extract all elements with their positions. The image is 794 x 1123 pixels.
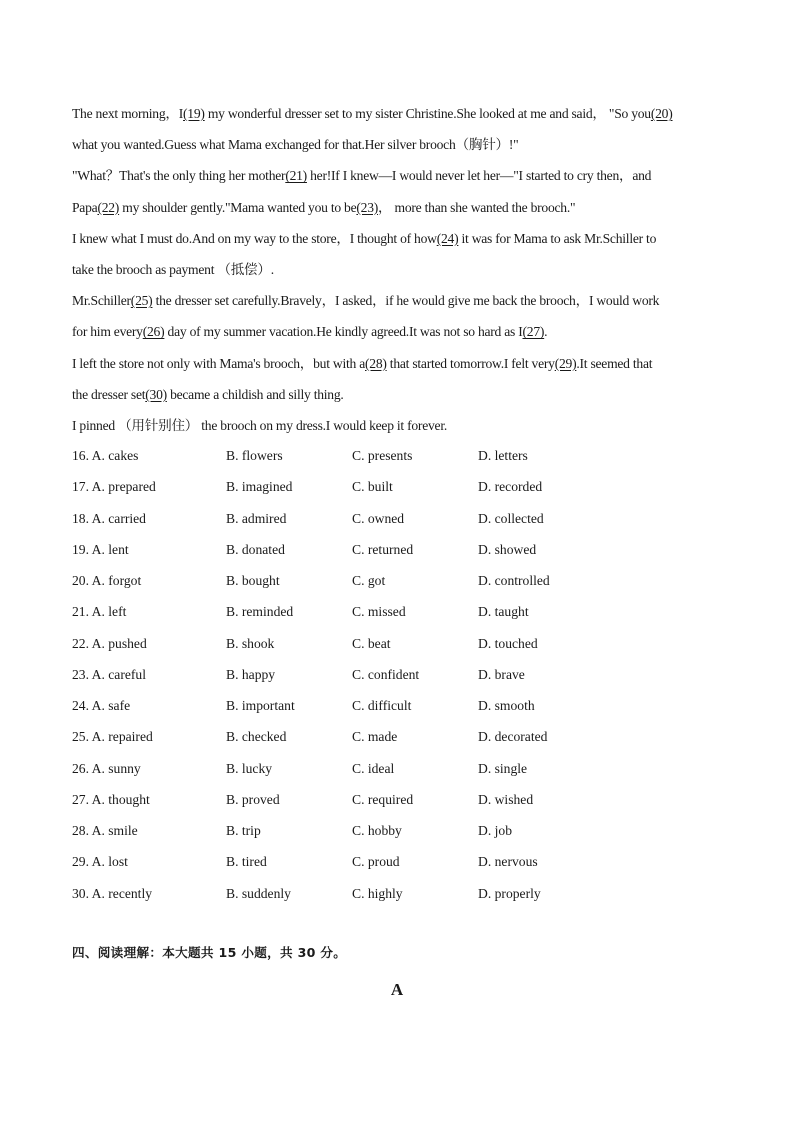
- option-d: D. taught: [478, 604, 529, 620]
- passage-line: for him every(26) day of my summer vacation.He kindly agreed.It was not so hard as I(27).: [72, 324, 548, 340]
- blank-26: (26): [142, 324, 165, 340]
- part-label: A: [390, 980, 404, 999]
- question-22-options: [72, 628, 732, 659]
- option-c: C. returned: [352, 541, 414, 557]
- blank-24: (24): [436, 230, 459, 246]
- option-d: D. single: [478, 760, 528, 776]
- cloze-passage: [72, 98, 732, 441]
- option-b: B. shook: [226, 635, 275, 651]
- option-c: C. beat: [352, 635, 391, 651]
- option-a: 26. A. sunny: [72, 760, 141, 776]
- section-heading: 四、阅读理解：本大题共 15 小题，共 30 分。: [72, 945, 347, 960]
- passage-line: I pinned （用针别住） the brooch on my dress.I would keep it forever.: [72, 418, 447, 434]
- option-c: C. ideal: [352, 760, 395, 776]
- option-c: C. owned: [352, 510, 405, 526]
- option-b: B. donated: [226, 541, 285, 557]
- option-c: C. made: [352, 729, 398, 745]
- option-a: 18. A. carried: [72, 510, 146, 526]
- option-d: D. collected: [478, 510, 544, 526]
- option-a: 16. A. cakes: [72, 448, 139, 463]
- option-b: B. tired: [226, 854, 267, 870]
- blank-19: (19): [183, 106, 205, 121]
- option-c: C. proud: [352, 854, 400, 870]
- option-a: 17. A. prepared: [72, 479, 156, 495]
- option-a: 24. A. safe: [72, 698, 131, 713]
- question-21-options: [72, 596, 732, 627]
- question-16-options: [72, 440, 732, 471]
- question-25-options: [72, 721, 732, 752]
- option-d: D. properly: [478, 885, 541, 901]
- option-d: D. letters: [478, 448, 528, 463]
- option-c: C. highly: [352, 885, 403, 901]
- option-a: 21. A. left: [72, 604, 127, 620]
- option-a: 25. A. repaired: [72, 729, 153, 745]
- passage-line: I knew what I must do.And on my way to the store，I thought of how(24) it was for Mama to ask Mr.Schiller to: [72, 230, 657, 246]
- option-b: B. trip: [226, 823, 261, 838]
- option-b: B. checked: [226, 729, 287, 745]
- question-29-options: [72, 846, 732, 877]
- passage-line: what you wanted.Guess what Mama exchanged for that.Her silver brooch（胸针）!": [72, 137, 519, 153]
- option-d: D. smooth: [478, 698, 535, 713]
- option-c: C. hobby: [352, 823, 402, 838]
- option-d: D. brave: [478, 666, 525, 682]
- option-c: C. difficult: [352, 698, 412, 713]
- option-c: C. required: [352, 791, 414, 807]
- option-a: 20. A. forgot: [72, 573, 142, 588]
- passage-line: Mr.Schiller(25) the dresser set carefully.Bravely，I asked，if he would give me back the brooch，I would work: [72, 293, 660, 309]
- option-a: 23. A. careful: [72, 666, 146, 682]
- question-17-options: [72, 471, 732, 502]
- blank-23: (23): [356, 199, 379, 215]
- question-28-options: [72, 815, 732, 846]
- option-b: B. reminded: [226, 604, 294, 620]
- option-d: D. decorated: [478, 729, 548, 745]
- blank-22: (22): [97, 199, 120, 215]
- option-b: B. lucky: [226, 760, 273, 776]
- option-b: B. admired: [226, 510, 287, 526]
- option-a: 22. A. pushed: [72, 635, 147, 651]
- option-b: B. imagined: [226, 479, 293, 495]
- blank-25: (25): [130, 293, 153, 309]
- option-c: C. presents: [352, 448, 413, 463]
- passage-line: the dresser set(30) became a childish and silly thing.: [72, 386, 344, 402]
- option-d: D. nervous: [478, 854, 538, 870]
- question-30-options: [72, 878, 732, 909]
- option-b: B. flowers: [226, 448, 283, 463]
- option-a: 29. A. lost: [72, 854, 128, 870]
- option-a: 19. A. lent: [72, 541, 129, 557]
- option-d: D. recorded: [478, 479, 543, 495]
- option-d: D. controlled: [478, 573, 550, 588]
- option-b: B. proved: [226, 791, 280, 807]
- option-c: C. got: [352, 573, 386, 588]
- passage-line: I left the store not only with Mama's brooch，but with a(28) that started tomorrow.I felt very(29).It seemed that: [72, 355, 653, 371]
- option-a: 30. A. recently: [72, 885, 153, 901]
- option-c: C. built: [352, 479, 393, 495]
- option-b: B. happy: [226, 666, 276, 682]
- blank-20: (20): [650, 106, 673, 121]
- passage-line: Papa(22) my shoulder gently."Mama wanted you to be(23)， more than she wanted the brooch.": [72, 199, 576, 215]
- blank-30: (30): [145, 386, 167, 402]
- option-b: B. suddenly: [226, 885, 291, 901]
- option-d: D. touched: [478, 635, 538, 651]
- passage-line: "What？That's the only thing her mother(21) her!If I knew—I would never let her—"I started to cry then，and: [72, 168, 652, 184]
- question-23-options: [72, 659, 732, 690]
- option-c: C. missed: [352, 604, 406, 620]
- question-24-options: [72, 690, 732, 721]
- option-d: D. job: [478, 823, 512, 838]
- option-d: D. showed: [478, 541, 537, 557]
- option-a: 28. A. smile: [72, 823, 138, 838]
- passage-line: The next morning，I(19) my wonderful dresser set to my sister Christine.She looked at me and said， "So you(20): [72, 106, 673, 121]
- blank-29: (29): [554, 355, 577, 371]
- question-20-options: [72, 565, 732, 596]
- blank-21: (21): [285, 168, 307, 184]
- blank-27: (27): [522, 324, 545, 340]
- question-18-options: [72, 503, 732, 534]
- answer-options: [72, 440, 732, 909]
- question-26-options: [72, 753, 732, 784]
- option-b: B. bought: [226, 573, 280, 588]
- question-19-options: [72, 534, 732, 565]
- option-a: 27. A. thought: [72, 791, 150, 807]
- option-d: D. wished: [478, 791, 534, 807]
- option-b: B. important: [226, 698, 295, 713]
- passage-line: take the brooch as payment （抵偿）.: [72, 262, 274, 278]
- option-c: C. confident: [352, 666, 420, 682]
- question-27-options: [72, 784, 732, 815]
- blank-28: (28): [365, 355, 387, 371]
